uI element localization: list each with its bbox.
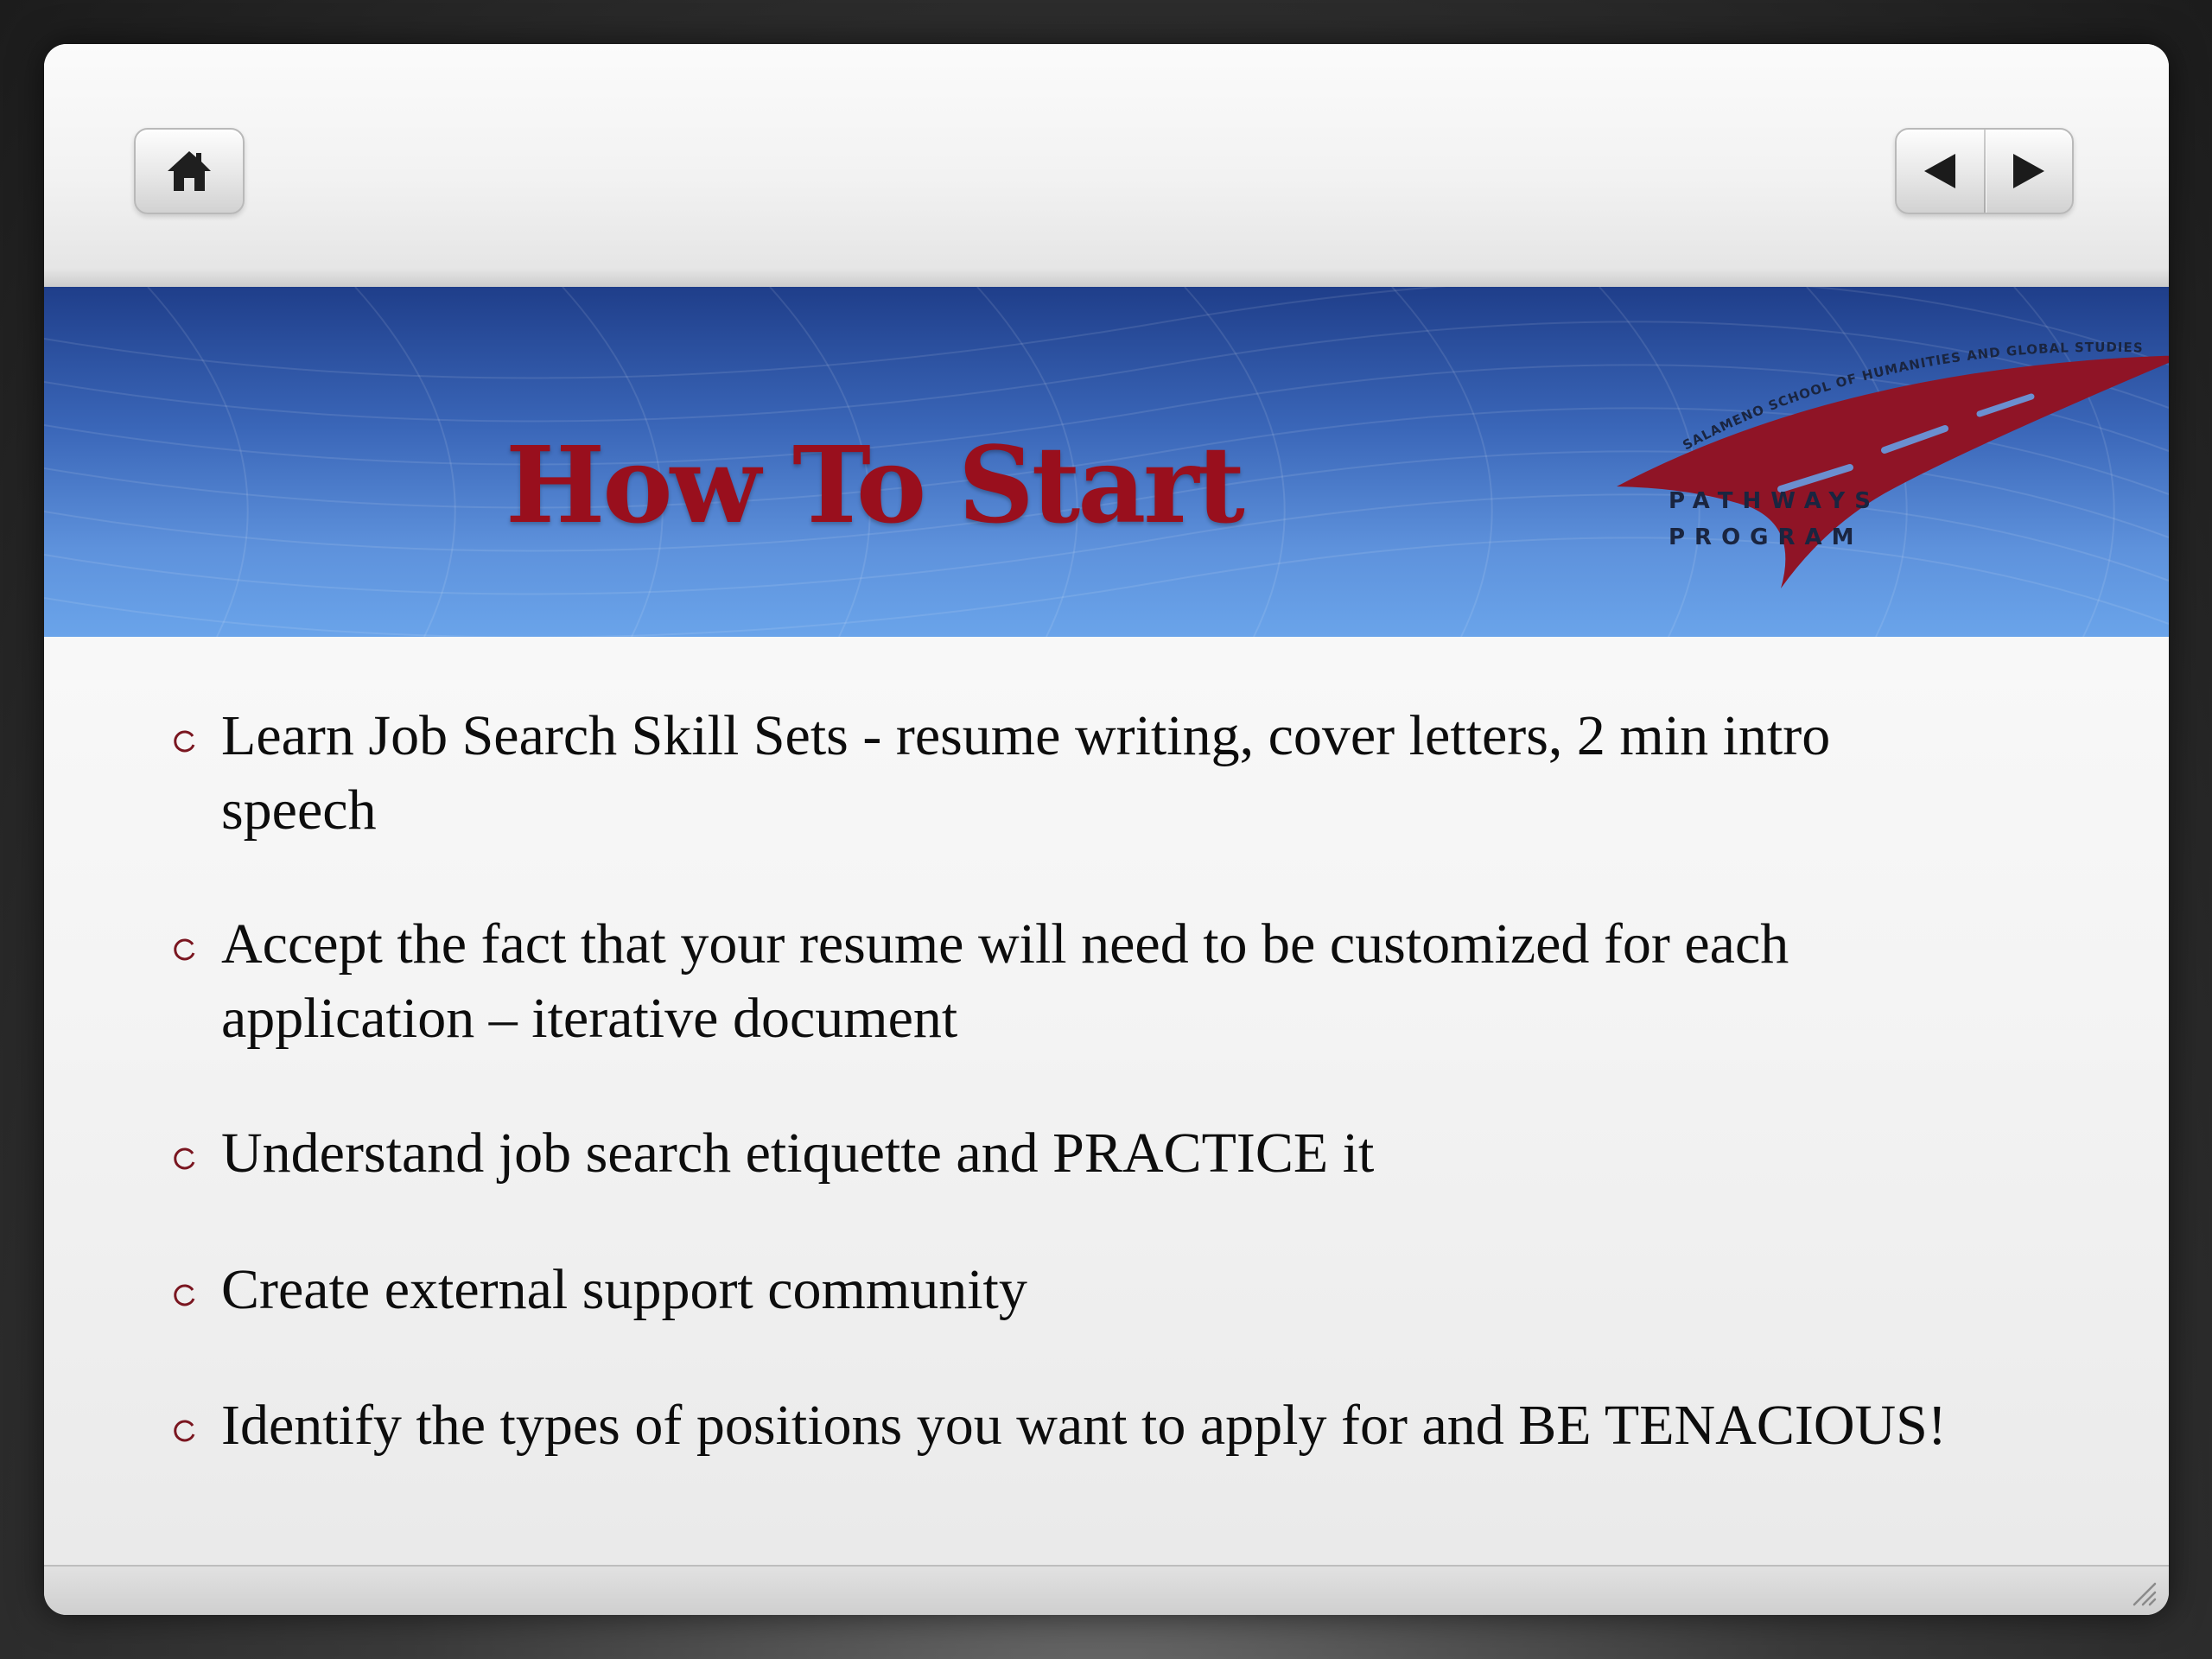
bullet-marker-icon	[172, 1283, 196, 1307]
bullet-marker-icon	[172, 1147, 196, 1171]
slide-footer-bar	[44, 1565, 2169, 1615]
list-item	[221, 1389, 2122, 1463]
list-item	[221, 1253, 2122, 1327]
list-item-line: Accept the fact that your resume will need to be customized for each	[221, 912, 1789, 976]
resize-grip-icon[interactable]	[2127, 1577, 2157, 1606]
slide-navigation	[1895, 128, 2074, 214]
list-item-line: application – iterative document	[221, 987, 958, 1050]
list-item-line: Learn Job Search Skill Sets - resume writing, cover letters, 2 min intro	[221, 704, 1831, 767]
triangle-left-icon	[1921, 151, 1959, 191]
home-button[interactable]	[134, 128, 245, 214]
bullet-marker-icon	[172, 938, 196, 962]
triangle-right-icon	[2010, 151, 2048, 191]
home-icon	[165, 149, 213, 194]
slide-toolbar	[44, 44, 2169, 287]
list-item	[221, 699, 2122, 848]
next-slide-button[interactable]	[1986, 130, 2073, 213]
list-item-line: Create external support community	[221, 1258, 1027, 1321]
bullet-marker-icon	[172, 729, 196, 753]
list-item-line: speech	[221, 779, 377, 842]
list-item-line: Identify the types of positions you want to apply for and BE TENACIOUS!	[221, 1394, 1947, 1457]
slide-body	[44, 637, 2169, 1605]
slide-title: How To Start	[505, 423, 1243, 547]
list-item	[221, 907, 2122, 1056]
previous-slide-button[interactable]	[1897, 130, 1984, 213]
logo-line-pathways: PATHWAYS	[1669, 488, 1880, 514]
slide	[44, 44, 2169, 1615]
list-item	[221, 1116, 2122, 1191]
bullet-marker-icon	[172, 1419, 196, 1443]
list-item-line: Understand job search etiquette and PRACTICE it	[221, 1122, 1375, 1185]
logo-line-program: PROGRAM	[1669, 524, 1864, 550]
logo-arc-text: SALAMENO SCHOOL OF HUMANITIES AND GLOBAL STUDIES	[1680, 339, 2144, 454]
